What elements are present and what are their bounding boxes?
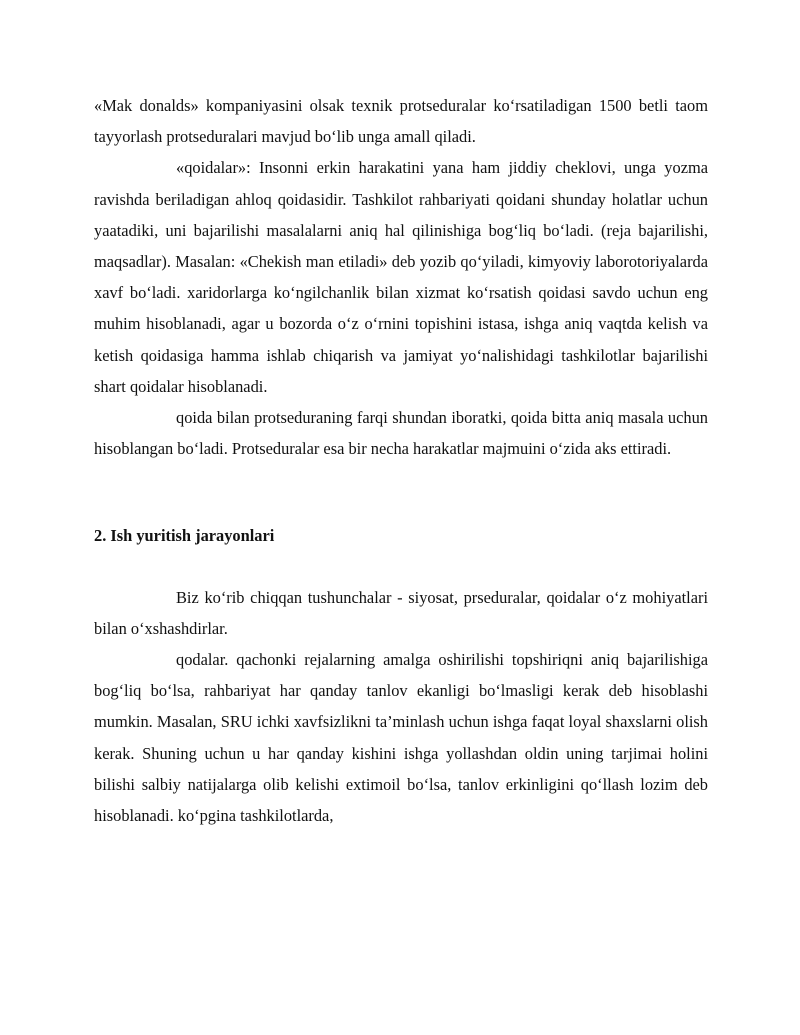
paragraph-rules-definition: «qoidalar»: Insonni erkin harakatini yana ham jiddiy cheklovi, unga yozma ravishda beriladigan ahloq qoidasidir. Tashkilot rahbariyati qoidani shunday holatlar uchun yaatadiki, uni bajarilishi masalalarni aniq hal qilinishiga bog‘liq bo‘ladi. (reja bajarilishi, maqsadlar). Masalan: «Chekish man etiladi» deb yozib qo‘yiladi, kimyoviy laborotoriyalarda xavf bo‘ladi. xaridorlarga ko‘ngilchanlik bilan xizmat ko‘rsatish qoidasi savdo uchun eng muhim hisoblanadi, agar u bozorda o‘z o‘rnini topishini istasa, ishga aniq vaqtda kelish va ketish qoidasiga hamma ishlab chiqarish va jamiyat yo‘nalishidagi tashkilotlar bajarilishi shart qoidalar hisoblanadi. (94, 158, 708, 396)
document-page (94, 90, 708, 831)
section-heading: 2. Ish yuritish jarayonlari (94, 526, 275, 546)
paragraph-rule-vs-procedure: qoida bilan protseduraning farqi shundan iboratki, qoida bitta aniq masala uchun hisoblangan bo‘ladi. Protseduralar esa bir necha harakatlar majmuini o‘zida aks ettiradi. (94, 408, 708, 459)
paragraph-concepts-similar: Biz ko‘rib chiqqan tushunchalar - siyosat, prseduralar, qoidalar o‘z mohiyatlari bilan o‘xshashdirlar. (94, 587, 708, 638)
paragraph-rules-choice: qodalar. qachonki rejalarning amalga oshirilishi topshiriqni aniq bajarilishiga bog‘liq bo‘lsa, rahbariyat har qanday tanlov ekanligi bo‘lmasligi kerak deb hisoblashi mumkin. Masalan, SRU ichki xavfsizlikni ta’minlash uchun ishga faqat loyal shaxslarni olish kerak. Shuning uchun u har qanday kishini ishga yollashdan oldin uning tarjimai holini bilishi salbiy natijalarga olib kelishi extimoil bo‘lsa, tanlov erkinligini qo‘llash lozim deb hisoblanadi. ko‘pgina tashkilotlarda, (94, 650, 708, 826)
spacer (94, 464, 708, 520)
paragraph-mcdonalds: «Mak donalds» kompaniyasini olsak texnik protseduralar ko‘rsatiladigan 1500 betli taom tayyorlash protseduralari mavjud bo‘lib unga amall qiladi. (94, 96, 708, 147)
spacer (94, 552, 708, 582)
